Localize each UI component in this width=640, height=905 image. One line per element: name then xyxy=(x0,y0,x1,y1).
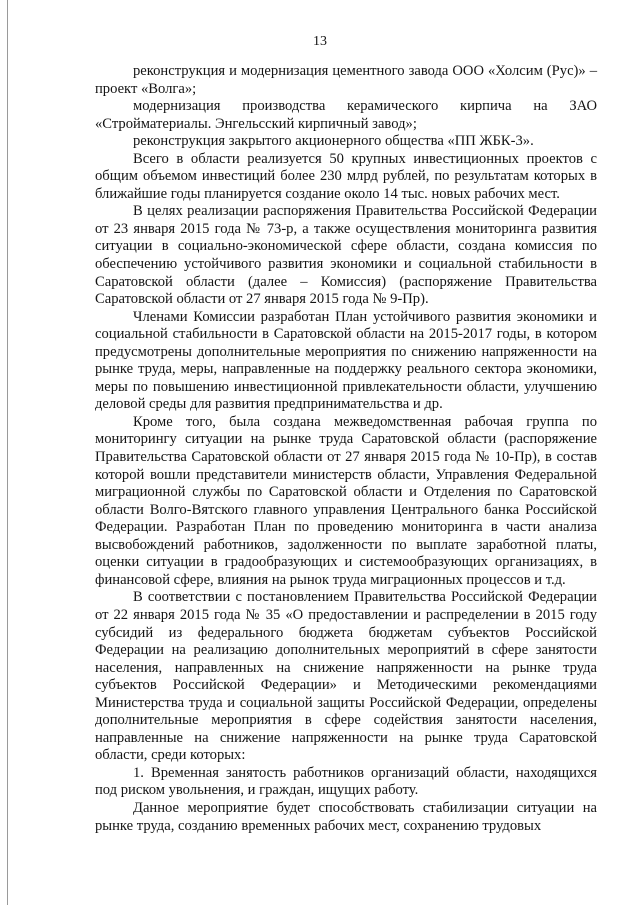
document-body xyxy=(95,63,597,835)
paragraph: Членами Комиссии разработан План устойчивого развития экономики и социальной стабильности в Саратовской области на 2015-2017 годы, в котором предусмотрены дополнительные мероприятия по снижению напряженности на рынке труда, меры, направленные на поддержку реального сектора экономики, меры по повышению инвестиционной привлекательности области, улучшению деловой среды для развития предпринимательства и др. xyxy=(95,308,597,413)
paragraph: Кроме того, была создана межведомственная рабочая группа по мониторингу ситуации на рынке труда Саратовской области (распоряжение Правительства Саратовской области от 27 января 2015 года № 10-Пр), в состав которой вошли представители министерств области, Управления Федеральной миграционной службы по Саратовской области и Отделения по Саратовской области Волго-Вятского главного управления Центрального банка Российской Федерации. Разработан План по проведению мониторинга в части анализа высвобождений работников, задолженности по выплате заработной платы, оценки ситуации в градообразующих и системообразующих организациях, в финансовой сфере, влияния на рынок труда миграционных процессов и т.д. xyxy=(95,413,597,588)
paragraph: модернизация производства керамического кирпича на ЗАО «Стройматериалы. Энгельсский кирпичный завод»; xyxy=(95,98,597,132)
paragraph: реконструкция и модернизация цементного завода ООО «Холсим (Рус)» – проект «Волга»; xyxy=(95,63,597,97)
scan-edge-line xyxy=(7,0,8,905)
paragraph: В соответствии с постановлением Правительства Российской Федерации от 22 января 2015 года № 35 «О предоставлении и распределении в 2015 году субсидий из федерального бюджета бюджетам субъектов Российской Федерации на реализацию дополнительных мероприятий в сфере занятости населения, направленных на снижение напряженности на рынке труда субъектов Российской Федерации» и Методическими рекомендациями Министерства труда и социальной защиты Российской Федерации, определены дополнительные мероприятия в сфере содействия занятости населения, направленные на снижение напряженности на рынке труда Саратовской области, среди которых: xyxy=(95,589,597,764)
paragraph: Данное мероприятие будет способствовать стабилизации ситуации на рынке труда, созданию временных рабочих мест, сохранению трудовых xyxy=(95,799,597,834)
paragraph: Всего в области реализуется 50 крупных инвестиционных проектов с общим объемом инвестиций более 230 млрд рублей, по результатам которых в ближайшие годы планируется создание около 14 тыс. новых рабочих мест. xyxy=(95,150,597,202)
paragraph: реконструкция закрытого акционерного общества «ПП ЖБК-3». xyxy=(133,133,534,150)
paragraph: В целях реализации распоряжения Правительства Российской Федерации от 23 января 2015 года № 73-р, а также осуществления мониторинга развития ситуации в социально-экономической сфере области, создана комиссия по обеспечению устойчивого развития экономики и социальной стабильности в Саратовской области (далее – Комиссия) (распоряжение Правительства Саратовской области от 27 января 2015 года № 9-Пр). xyxy=(95,203,597,308)
page-number: 13 xyxy=(313,34,327,49)
paragraph: 1. Временная занятость работников организаций области, находящихся под риском увольнения, и граждан, ищущих работу. xyxy=(95,764,597,799)
